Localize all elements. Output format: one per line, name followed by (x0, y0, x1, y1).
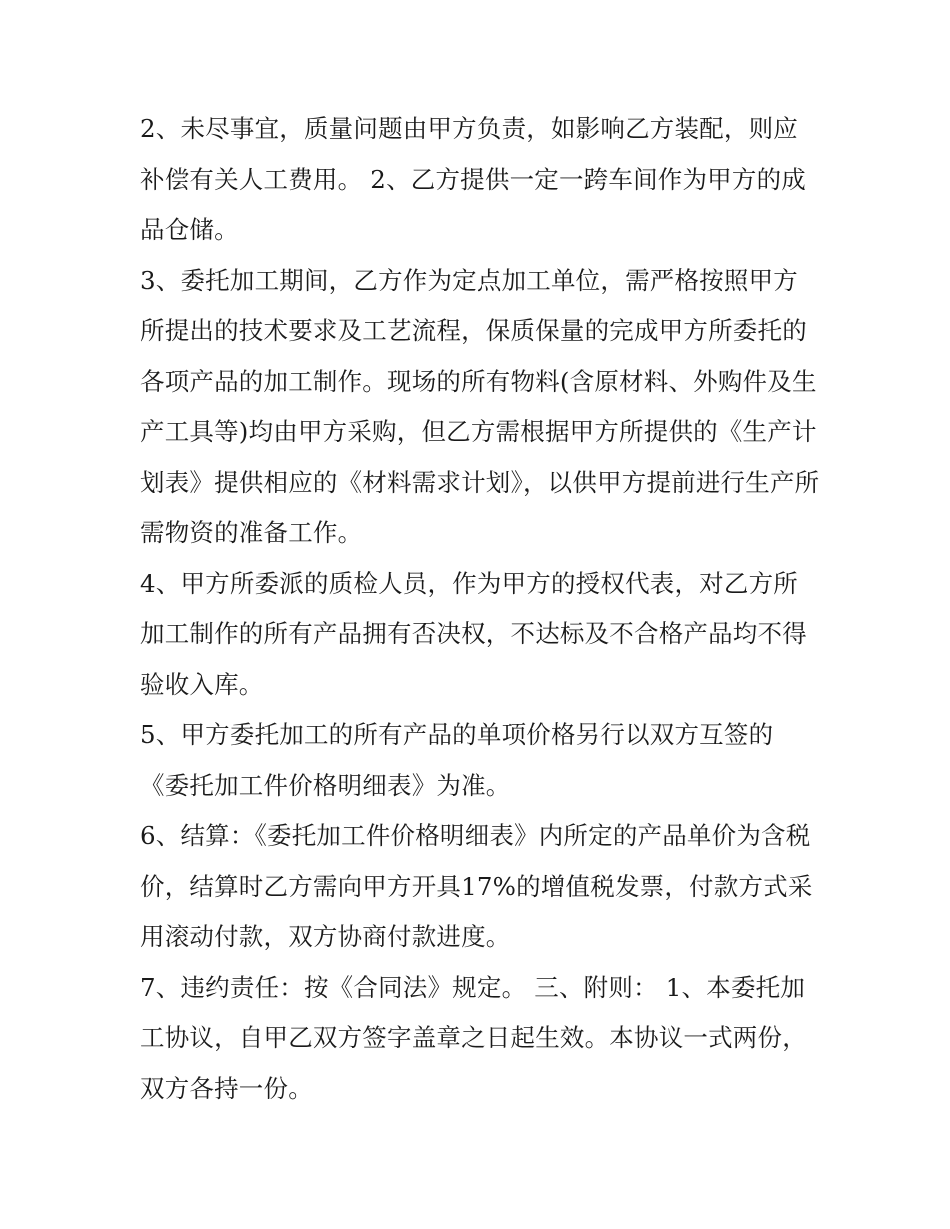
paragraph-liability-and-appendix: 7、违约责任：按《合同法》规定。 三、附则： 1、本委托加工协议，自甲乙双方签字盖章之日起生效。本协议一式两份，双方各持一份。 (140, 972, 807, 1103)
document-body (140, 104, 820, 1114)
paragraph-processing-period: 3、委托加工期间，乙方作为定点加工单位，需严格按照甲方所提出的技术要求及工艺流程，保质保量的完成甲方所委托的各项产品的加工制作。现场的所有物料(含原材料、外购件及生产工具等)均由甲方采购，但乙方需根据甲方所提供的《生产计划表》提供相应的《材料需求计划》，以供甲方提前进行生产所需物资的准备工作。 (140, 265, 820, 547)
paragraph-settlement: 6、结算：《委托加工件价格明细表》内所定的产品单价为含税价，结算时乙方需向甲方开具17%的增值税发票，付款方式采用滚动付款，双方协商付款进度。 (140, 821, 813, 951)
paragraph-unit-price: 5、甲方委托加工的所有产品的单项价格另行以双方互签的《委托加工件价格明细表》为准。 (140, 720, 774, 800)
paragraph-quality-inspector: 4、甲方所委派的质检人员，作为甲方的授权代表，对乙方所加工制作的所有产品拥有否决权，不达标及不合格产品均不得验收入库。 (140, 568, 807, 699)
paragraph-quality-issues: 2、未尽事宜，质量问题由甲方负责，如影响乙方装配，则应补偿有关人工费用。 2、乙方提供一定一跨车间作为甲方的成品仓储。 (140, 114, 806, 244)
